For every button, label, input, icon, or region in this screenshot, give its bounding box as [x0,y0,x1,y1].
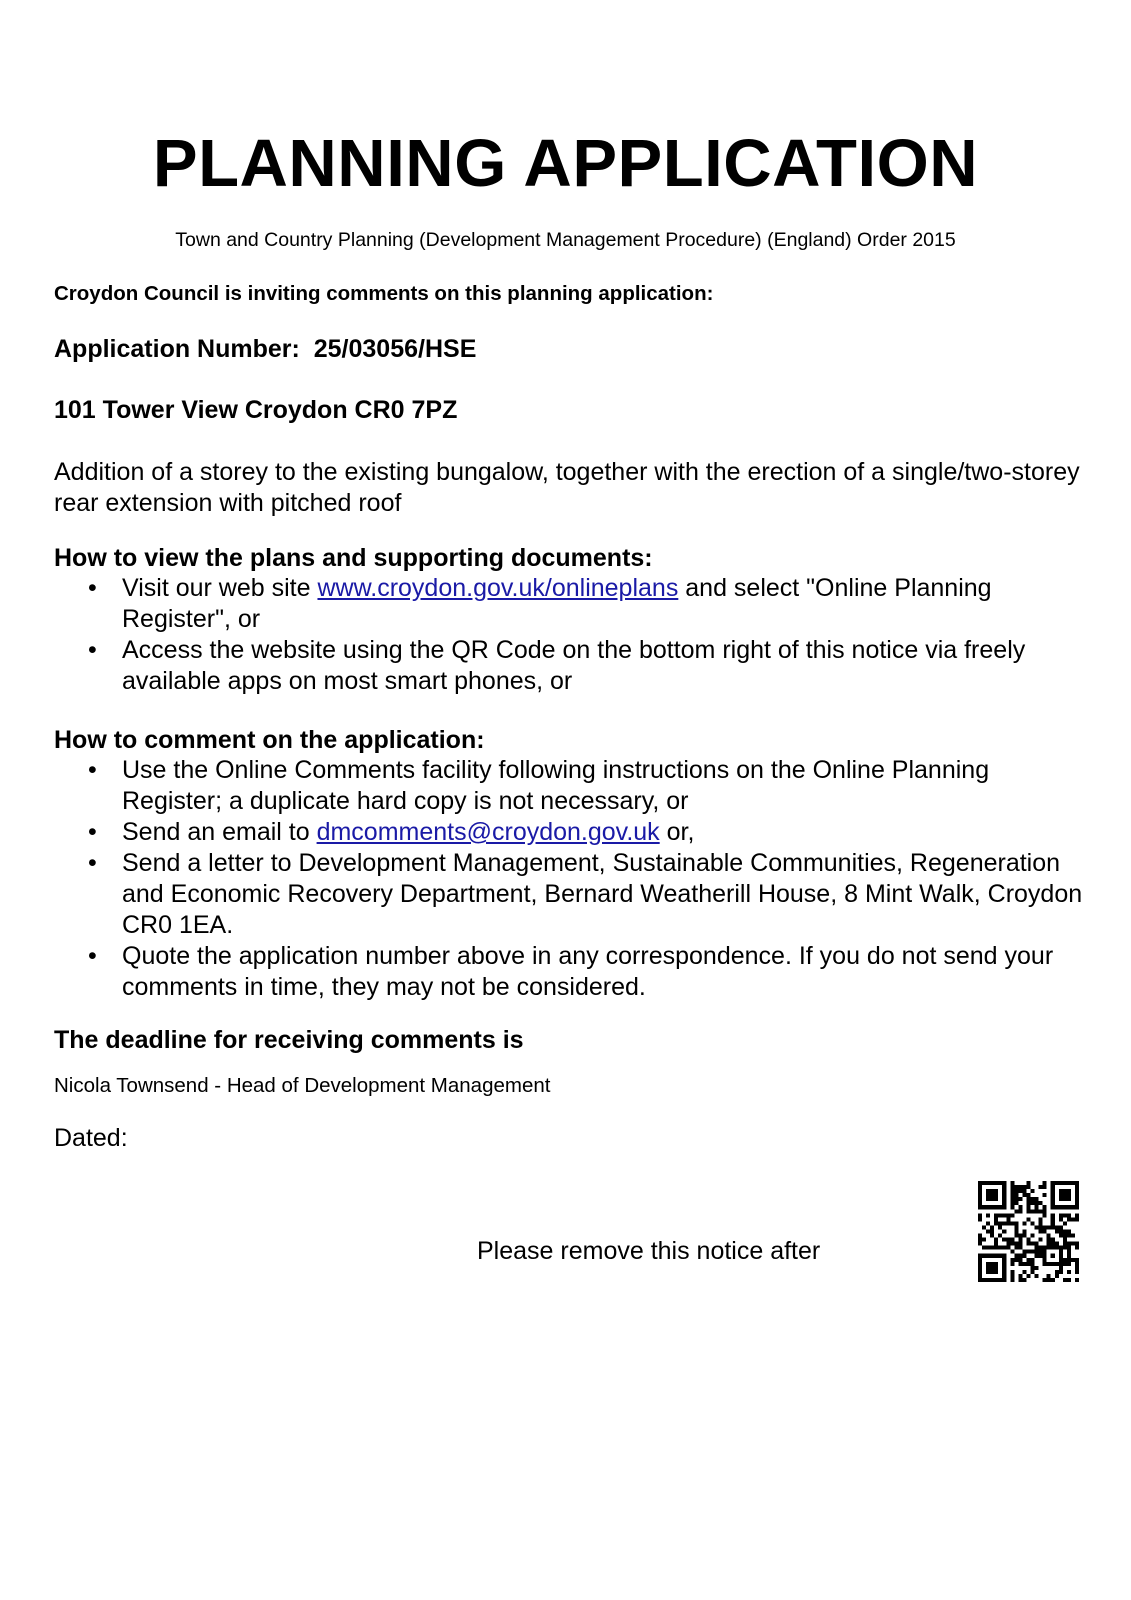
deadline-text: The deadline for receiving comments is [54,1026,524,1054]
list-item [54,941,1084,1003]
remove-notice-text: Please remove this notice after [477,1237,821,1265]
view-plans-heading: How to view the plans and supporting documents: [54,544,653,572]
website-suffix: and select "Online Planning Register", or [122,574,992,633]
website-prefix: Visit our web site [122,574,318,602]
signatory: Nicola Townsend - Head of Development Management [54,1074,551,1097]
email-suffix: or, [659,818,695,846]
bullet-icon: • [88,942,97,970]
list-item [54,848,1084,941]
bullet-icon: • [88,636,97,664]
list-item [54,817,1084,848]
application-number-value: 25/03056/HSE [313,335,477,363]
page-title: PLANNING APPLICATION [152,126,979,201]
bullet-icon: • [88,574,97,602]
email-prefix: Send an email to [122,818,317,846]
site-address: 101 Tower View Croydon CR0 7PZ [54,396,458,424]
intro-text: Croydon Council is inviting comments on this planning application: [54,282,714,305]
online-plans-link[interactable]: www.croydon.gov.uk/onlineplans [317,574,679,602]
dated-label: Dated: [54,1124,128,1152]
letter-address-text: Send a letter to Development Management, Sustainable Communities, Regeneration and Economic Recovery Department, Bernard Weatherill House, 8 Mint Walk, Croydon CR0 1EA. [122,849,1083,939]
view-plans-list [54,573,1084,697]
comment-heading: How to comment on the application: [54,726,485,754]
list-item [54,755,1084,817]
list-item [54,573,1084,635]
comment-methods-list [54,755,1084,1003]
comments-email-link[interactable]: dmcomments@croydon.gov.uk [316,818,660,846]
bullet-icon: • [88,818,97,846]
qr-code-icon[interactable] [978,1181,1079,1282]
bullet-icon: • [88,849,97,877]
bullet-icon: • [88,756,97,784]
online-comments-text: Use the Online Comments facility following instructions on the Online Planning Register; a duplicate hard copy is not necessary, or [122,756,990,815]
application-number-label: Application Number: [54,335,300,363]
legislation-subtitle: Town and Country Planning (Development Management Procedure) (England) Order 2015 [175,229,956,251]
qr-instructions: Access the website using the QR Code on the bottom right of this notice via freely available apps on most smart phones, or [122,636,1026,695]
proposal-description: Addition of a storey to the existing bungalow, together with the erection of a single/two-storey rear extension with pitched roof [54,458,1080,517]
application-number [54,333,476,365]
quote-reference-text: Quote the application number above in any correspondence. If you do not send your comments in time, they may not be considered. [122,942,1054,1001]
list-item [54,635,1084,697]
